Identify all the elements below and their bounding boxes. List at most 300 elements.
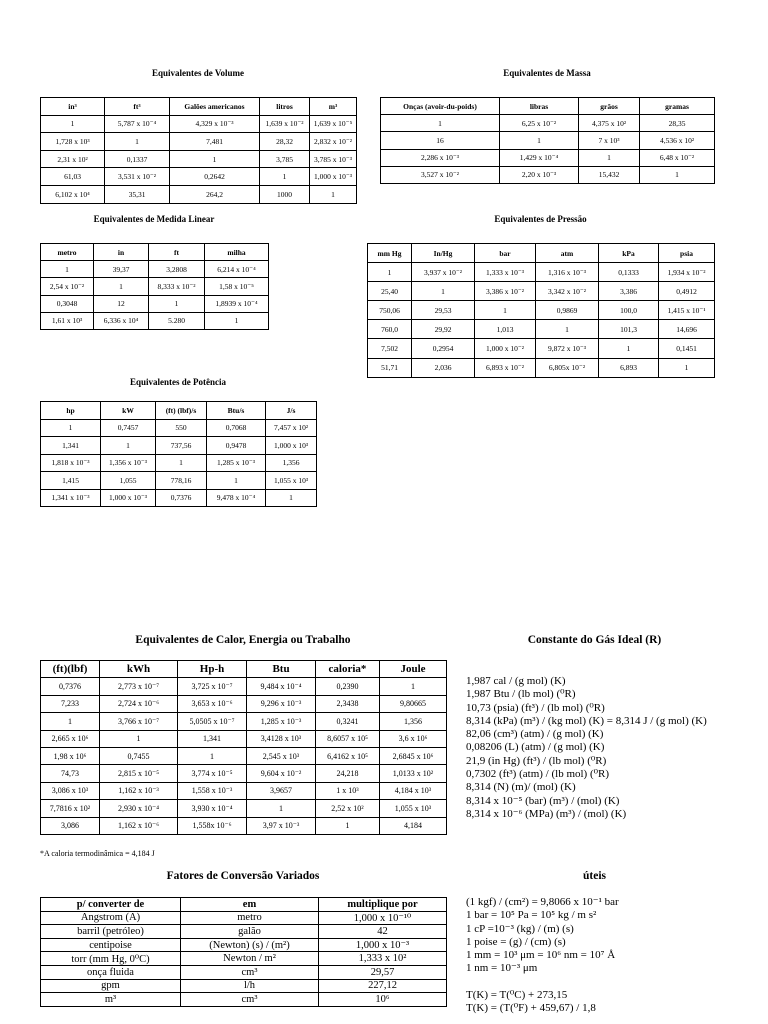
table-cell: 1,415 x 10⁻¹ <box>659 301 715 320</box>
column-header: hp <box>41 402 101 420</box>
fatores-table <box>40 897 447 1007</box>
table-cell: 9,484 x 10⁻⁴ <box>247 678 316 695</box>
table-cell: 227,12 <box>319 979 447 993</box>
table-cell: 2,54 x 10⁻² <box>41 278 94 295</box>
table-cell: 1,0133 x 10² <box>380 765 447 782</box>
table-cell: (Newton) (s) / (m²) <box>181 938 319 952</box>
column-header: Btu/s <box>207 402 266 420</box>
table-cell: 264,2 <box>170 185 260 203</box>
column-header: in <box>94 244 149 261</box>
table-cell: 25,40 <box>368 282 412 301</box>
table-cell: 4,329 x 10⁻³ <box>170 115 260 133</box>
table-cell: 1,356 x 10⁻³ <box>101 454 156 472</box>
table-cell: 1 <box>205 312 269 329</box>
text-line: 8,314 (kPa) (m³) / (kg mol) (K) = 8,314 J / (g mol) (K) <box>466 714 707 727</box>
table-cell: 3,725 x 10⁻⁷ <box>178 678 247 695</box>
table-cell: 0,7376 <box>41 678 100 695</box>
table-row <box>368 339 715 358</box>
table-cell: 550 <box>156 419 207 437</box>
table-cell: 1 <box>266 489 317 507</box>
table-cell: 14,696 <box>659 320 715 339</box>
table-cell: Newton / m² <box>181 952 319 966</box>
table-cell: 0,4912 <box>659 282 715 301</box>
text-line: T(K) = T(⁰C) + 273,15 <box>466 989 568 1002</box>
table-cell: 1,013 <box>475 320 536 339</box>
table-cell: 1 <box>380 678 447 695</box>
column-header: litros <box>260 98 310 116</box>
table-cell: 0,1337 <box>105 150 170 168</box>
table-cell: 1,055 x 10³ <box>380 800 447 817</box>
table-cell: 3,930 x 10⁻⁴ <box>178 800 247 817</box>
text-line: 1 mm = 10³ μm = 10⁶ nm = 10⁷ Å <box>466 949 616 962</box>
table-cell: 4,375 x 10² <box>579 115 640 132</box>
table-cell: 100,0 <box>599 301 659 320</box>
table-row <box>41 817 447 834</box>
table-cell: 2,286 x 10⁻³ <box>381 149 500 166</box>
table-cell: 1,285 x 10⁻³ <box>247 713 316 730</box>
table-cell: 1 <box>101 437 156 455</box>
table-cell: 2,545 x 10³ <box>247 747 316 764</box>
table-row <box>368 358 715 377</box>
table-cell: 1,341 <box>178 730 247 747</box>
table-cell: 760,0 <box>368 320 412 339</box>
text-line: 10,73 (psia) (ft³) / (lb mol) (⁰R) <box>466 701 605 714</box>
table-cell: 1 <box>156 454 207 472</box>
table-cell: 3,527 x 10⁻² <box>381 166 500 183</box>
table-cell: cm³ <box>181 965 319 979</box>
massa-title: Equivalentes de Massa <box>503 68 591 78</box>
table-cell: 1 <box>41 261 94 278</box>
table-cell: 1 <box>41 713 100 730</box>
table-row <box>41 730 447 747</box>
table-cell: 0,9869 <box>536 301 599 320</box>
table-row <box>41 765 447 782</box>
table-cell: 1 <box>149 295 205 312</box>
table-cell: 737,56 <box>156 437 207 455</box>
calor-title: Equivalentes de Calor, Energia ou Trabalho <box>135 634 351 646</box>
column-header: caloria* <box>316 661 380 678</box>
table-cell: 3,086 <box>41 817 100 834</box>
table-cell: 2,665 x 10⁶ <box>41 730 100 747</box>
table-cell: 1 <box>100 730 178 747</box>
table-row <box>41 938 447 952</box>
linear-table <box>40 243 269 330</box>
table-cell: 9,296 x 10⁻³ <box>247 695 316 712</box>
table-cell: 1 <box>316 817 380 834</box>
table-cell: 10⁶ <box>319 993 447 1007</box>
column-header: libras <box>500 98 579 115</box>
table-cell: 1 <box>500 132 579 149</box>
table-cell: 7,457 x 10² <box>266 419 317 437</box>
table-cell: 1 <box>41 419 101 437</box>
table-cell: m³ <box>41 993 181 1007</box>
table-cell: 3,97 x 10⁻³ <box>247 817 316 834</box>
table-row <box>368 320 715 339</box>
table-cell: 1,333 x 10² <box>319 952 447 966</box>
table-cell: 24,218 <box>316 765 380 782</box>
table-cell: 2,31 x 10² <box>41 150 105 168</box>
table-cell: 1 x 10³ <box>316 782 380 799</box>
table-cell: 3,653 x 10⁻⁶ <box>178 695 247 712</box>
table-row <box>41 150 357 168</box>
column-header: em <box>181 898 319 912</box>
table-cell: 1,000 x 10³ <box>266 437 317 455</box>
table-row <box>41 965 447 979</box>
table-cell: onça fluida <box>41 965 181 979</box>
table-row <box>41 952 447 966</box>
text-line: 21,9 (in Hg) (ft³) / (lb mol) (⁰R) <box>466 754 607 767</box>
table-cell: 1,341 <box>41 437 101 455</box>
table-row <box>368 282 715 301</box>
text-line: 0,7302 (ft³) (atm) / (lb mol) (⁰R) <box>466 768 610 781</box>
table-cell: 74,73 <box>41 765 100 782</box>
table-cell: 2,773 x 10⁻⁷ <box>100 678 178 695</box>
column-header: milha <box>205 244 269 261</box>
table-cell: 9,604 x 10⁻² <box>247 765 316 782</box>
table-cell: 1000 <box>260 185 310 203</box>
column-header: ft³ <box>105 98 170 116</box>
column-header: Hp-h <box>178 661 247 678</box>
table-row <box>41 312 269 329</box>
column-header: (ft) (lbf)/s <box>156 402 207 420</box>
table-cell: 3,342 x 10⁻² <box>536 282 599 301</box>
table-cell: 6,336 x 10⁴ <box>94 312 149 329</box>
gas-constant-list <box>466 675 707 821</box>
uteis-list <box>466 896 619 1016</box>
table-cell: cm³ <box>181 993 319 1007</box>
table-row <box>41 695 447 712</box>
table-cell: 2,724 x 10⁻⁶ <box>100 695 178 712</box>
column-header: kPa <box>599 244 659 263</box>
linear-title: Equivalentes de Medida Linear <box>93 214 215 224</box>
table-cell: l/h <box>181 979 319 993</box>
table-cell: 1,356 <box>380 713 447 730</box>
table-cell: 15,432 <box>579 166 640 183</box>
table-cell: 0,7455 <box>100 747 178 764</box>
text-line: 1 bar = 10⁵ Pa = 10⁵ kg / m s² <box>466 909 597 922</box>
table-cell: 29,53 <box>412 301 475 320</box>
table-cell: 0,7457 <box>101 419 156 437</box>
table-cell: 29,57 <box>319 965 447 979</box>
potencia-table <box>40 401 317 507</box>
table-cell: metro <box>181 911 319 925</box>
table-cell: 1 <box>260 168 310 186</box>
table-cell: 1,934 x 10⁻² <box>659 263 715 282</box>
fatores-title: Fatores de Conversão Variados <box>166 870 320 882</box>
table-cell: 2,6845 x 10⁶ <box>380 747 447 764</box>
table-cell: 2,930 x 10⁻⁴ <box>100 800 178 817</box>
table-cell: 1 <box>207 472 266 490</box>
table-row <box>41 278 269 295</box>
table-row <box>41 437 317 455</box>
table-row <box>41 713 447 730</box>
table-cell: 3,4128 x 10³ <box>247 730 316 747</box>
table-cell: 0,1333 <box>599 263 659 282</box>
table-cell: 1,415 <box>41 472 101 490</box>
table-cell: 4,184 <box>380 817 447 834</box>
table-row <box>381 115 715 132</box>
table-cell: 3,937 x 10⁻² <box>412 263 475 282</box>
table-cell: 1,639 x 10⁻² <box>260 115 310 133</box>
table-row <box>41 115 357 133</box>
table-cell: 7 x 10³ <box>579 132 640 149</box>
table-row <box>41 419 317 437</box>
table-cell: 1,000 x 10⁻¹⁰ <box>319 911 447 925</box>
table-cell: 0,3241 <box>316 713 380 730</box>
table-row <box>41 911 447 925</box>
table-cell: 1,558x 10⁻⁶ <box>178 817 247 834</box>
column-header: Onças (avoir-du-poids) <box>381 98 500 115</box>
table-cell: barril (petróleo) <box>41 925 181 939</box>
table-row <box>41 454 317 472</box>
table-cell: gpm <box>41 979 181 993</box>
table-cell: 1,8939 x 10⁻⁴ <box>205 295 269 312</box>
pressao-title: Equivalentes de Pressão <box>494 214 587 224</box>
table-cell: 1 <box>412 282 475 301</box>
column-header: multiplique por <box>319 898 447 912</box>
table-cell: 12 <box>94 295 149 312</box>
table-row <box>41 925 447 939</box>
table-cell: 7,502 <box>368 339 412 358</box>
column-header: mm Hg <box>368 244 412 263</box>
table-cell: 6,4162 x 10⁵ <box>316 747 380 764</box>
uteis-title: úteis <box>583 870 606 882</box>
table-cell: 1 <box>94 278 149 295</box>
table-cell: 39,37 <box>94 261 149 278</box>
table-cell: 1 <box>41 115 105 133</box>
text-line <box>466 976 619 989</box>
table-cell: 1 <box>659 358 715 377</box>
table-cell: 1,98 x 10⁶ <box>41 747 100 764</box>
table-cell: 3,785 <box>260 150 310 168</box>
table-row <box>41 133 357 151</box>
column-header: In/Hg <box>412 244 475 263</box>
text-line: 1 nm = 10⁻³ μm <box>466 962 538 975</box>
table-cell: 9,478 x 10⁻⁴ <box>207 489 266 507</box>
table-cell: 0,2390 <box>316 678 380 695</box>
volume-title: Equivalentes de Volume <box>151 68 245 78</box>
column-header: in³ <box>41 98 105 116</box>
table-row <box>41 295 269 312</box>
table-cell: 1 <box>170 150 260 168</box>
table-cell: 8,333 x 10⁻² <box>149 278 205 295</box>
text-line: 1,987 cal / (g mol) (K) <box>466 675 566 687</box>
table-cell: 6,893 <box>599 358 659 377</box>
table-cell: 3,386 <box>599 282 659 301</box>
text-line: 0,08206 (L) (atm) / (g mol) (K) <box>466 741 605 754</box>
table-cell: 1,341 x 10⁻³ <box>41 489 101 507</box>
text-line: T(K) = (T(⁰F) + 459,67) / 1,8 <box>466 1002 596 1015</box>
table-cell: 29,92 <box>412 320 475 339</box>
table-cell: 1,818 x 10⁻³ <box>41 454 101 472</box>
table-cell: 3,086 x 10³ <box>41 782 100 799</box>
column-header: kW <box>101 402 156 420</box>
table-cell: 1,162 x 10⁻⁶ <box>100 817 178 834</box>
volume-table <box>40 97 357 204</box>
column-header: Joule <box>380 661 447 678</box>
table-cell: 9,80665 <box>380 695 447 712</box>
pressao-table <box>367 243 715 378</box>
table-cell: 1 <box>105 133 170 151</box>
table-cell: 2,3438 <box>316 695 380 712</box>
column-header: Galões americanos <box>170 98 260 116</box>
table-cell: 1,000 x 10⁻³ <box>310 168 357 186</box>
table-cell: 1,285 x 10⁻³ <box>207 454 266 472</box>
table-cell: 0,7376 <box>156 489 207 507</box>
table-cell: 6,25 x 10⁻² <box>500 115 579 132</box>
table-cell: 6,214 x 10⁻⁴ <box>205 261 269 278</box>
table-cell: 1,000 x 10⁻² <box>475 339 536 358</box>
table-cell: 1,558 x 10⁻³ <box>178 782 247 799</box>
table-cell: 1,055 <box>101 472 156 490</box>
table-cell: 0,2954 <box>412 339 475 358</box>
table-row <box>41 168 357 186</box>
table-row <box>41 678 447 695</box>
text-line: 1 poise = (g) / (cm) (s) <box>466 935 566 948</box>
table-cell: 6,805x 10⁻² <box>536 358 599 377</box>
table-cell: 6,48 x 10⁻² <box>640 149 715 166</box>
table-cell: 3,774 x 10⁻⁵ <box>178 765 247 782</box>
text-line: 8,314 x 10⁻⁶ (MPa) (m³) / (mol) (K) <box>466 807 627 820</box>
table-cell: 3,766 x 10⁻⁷ <box>100 713 178 730</box>
table-cell: 1 <box>640 166 715 183</box>
table-cell: 1 <box>381 115 500 132</box>
table-cell: 750,06 <box>368 301 412 320</box>
column-header: (ft)(lbf) <box>41 661 100 678</box>
table-row <box>41 993 447 1007</box>
table-row <box>368 263 715 282</box>
table-cell: 28,32 <box>260 133 310 151</box>
table-cell: 3,531 x 10⁻² <box>105 168 170 186</box>
column-header: kWh <box>100 661 178 678</box>
table-cell: 3,785 x 10⁻³ <box>310 150 357 168</box>
column-header: grãos <box>579 98 640 115</box>
massa-table <box>380 97 715 184</box>
table-cell: 9,872 x 10⁻³ <box>536 339 599 358</box>
text-line: 1 cP =10⁻³ (kg) / (m) (s) <box>466 922 574 935</box>
table-cell: 0,7068 <box>207 419 266 437</box>
table-cell: galão <box>181 925 319 939</box>
table-cell: 35,31 <box>105 185 170 203</box>
column-header: ft <box>149 244 205 261</box>
column-header: gramas <box>640 98 715 115</box>
table-row <box>41 261 269 278</box>
calor-table <box>40 660 447 835</box>
table-cell: 1,356 <box>266 454 317 472</box>
table-cell: 6,893 x 10⁻² <box>475 358 536 377</box>
potencia-title: Equivalentes de Potência <box>130 377 226 387</box>
table-cell: 3,2808 <box>149 261 205 278</box>
table-cell: 1 <box>247 800 316 817</box>
table-cell: 8,6057 x 10⁵ <box>316 730 380 747</box>
table-cell: torr (mm Hg, 0⁰C) <box>41 952 181 966</box>
table-row <box>41 979 447 993</box>
table-row <box>41 782 447 799</box>
table-cell: 1,429 x 10⁻⁴ <box>500 149 579 166</box>
column-header: psia <box>659 244 715 263</box>
table-cell: 61,03 <box>41 168 105 186</box>
table-row <box>368 301 715 320</box>
table-cell: 5,787 x 10⁻⁴ <box>105 115 170 133</box>
text-line: 8,314 (N) (m)/ (mol) (K) <box>466 781 576 794</box>
table-cell: 0,2642 <box>170 168 260 186</box>
table-cell: 778,16 <box>156 472 207 490</box>
text-line: 82,06 (cm³) (atm) / (g mol) (K) <box>466 728 604 741</box>
column-header: p/ converter de <box>41 898 181 912</box>
table-row <box>41 185 357 203</box>
table-cell: 0,3048 <box>41 295 94 312</box>
table-row <box>381 149 715 166</box>
table-cell: 51,71 <box>368 358 412 377</box>
table-cell: 28,35 <box>640 115 715 132</box>
gas-title: Constante do Gás Ideal (R) <box>527 634 662 646</box>
table-cell: 1,58 x 10⁻⁵ <box>205 278 269 295</box>
table-cell: 1,162 x 10⁻³ <box>100 782 178 799</box>
table-cell: 1 <box>310 185 357 203</box>
table-cell: 0,1451 <box>659 339 715 358</box>
table-cell: 101,3 <box>599 320 659 339</box>
table-cell: 2,52 x 10² <box>316 800 380 817</box>
table-row <box>381 166 715 183</box>
table-cell: 1 <box>599 339 659 358</box>
table-cell: Angstrom (A) <box>41 911 181 925</box>
calor-note: *A caloria termodinâmica = 4,184 J <box>40 849 155 858</box>
table-row <box>41 472 317 490</box>
table-cell: centipoise <box>41 938 181 952</box>
table-cell: 2,036 <box>412 358 475 377</box>
column-header: metro <box>41 244 94 261</box>
table-cell: 2,815 x 10⁻⁵ <box>100 765 178 782</box>
table-cell: 2,832 x 10⁻² <box>310 133 357 151</box>
table-cell: 3,386 x 10⁻² <box>475 282 536 301</box>
table-cell: 1 <box>536 320 599 339</box>
table-row <box>41 489 317 507</box>
table-row <box>41 747 447 764</box>
table-cell: 7,481 <box>170 133 260 151</box>
table-cell: 2,20 x 10⁻³ <box>500 166 579 183</box>
column-header: J/s <box>266 402 317 420</box>
table-cell: 1,728 x 10³ <box>41 133 105 151</box>
table-cell: 0,9478 <box>207 437 266 455</box>
text-line: 8,314 x 10⁻⁵ (bar) (m³) / (mol) (K) <box>466 794 620 807</box>
table-cell: 16 <box>381 132 500 149</box>
column-header: m³ <box>310 98 357 116</box>
table-cell: 1,055 x 10³ <box>266 472 317 490</box>
table-cell: 42 <box>319 925 447 939</box>
table-cell: 7,233 <box>41 695 100 712</box>
table-cell: 1,639 x 10⁻⁵ <box>310 115 357 133</box>
text-line: (1 kgf) / (cm²) = 9,8066 x 10⁻¹ bar <box>466 896 619 908</box>
table-row <box>41 800 447 817</box>
table-cell: 3,6 x 10⁶ <box>380 730 447 747</box>
column-header: atm <box>536 244 599 263</box>
table-cell: 1,333 x 10⁻³ <box>475 263 536 282</box>
table-cell: 3,9657 <box>247 782 316 799</box>
table-cell: 7,7816 x 10² <box>41 800 100 817</box>
table-cell: 1 <box>368 263 412 282</box>
table-cell: 6,102 x 10⁴ <box>41 185 105 203</box>
table-cell: 1,000 x 10⁻³ <box>319 938 447 952</box>
table-cell: 1 <box>579 149 640 166</box>
table-cell: 1,000 x 10⁻³ <box>101 489 156 507</box>
table-cell: 1 <box>178 747 247 764</box>
table-cell: 4,184 x 10³ <box>380 782 447 799</box>
column-header: bar <box>475 244 536 263</box>
table-cell: 4,536 x 10² <box>640 132 715 149</box>
table-row <box>381 132 715 149</box>
table-cell: 1,61 x 10³ <box>41 312 94 329</box>
table-cell: 5,0505 x 10⁻⁷ <box>178 713 247 730</box>
